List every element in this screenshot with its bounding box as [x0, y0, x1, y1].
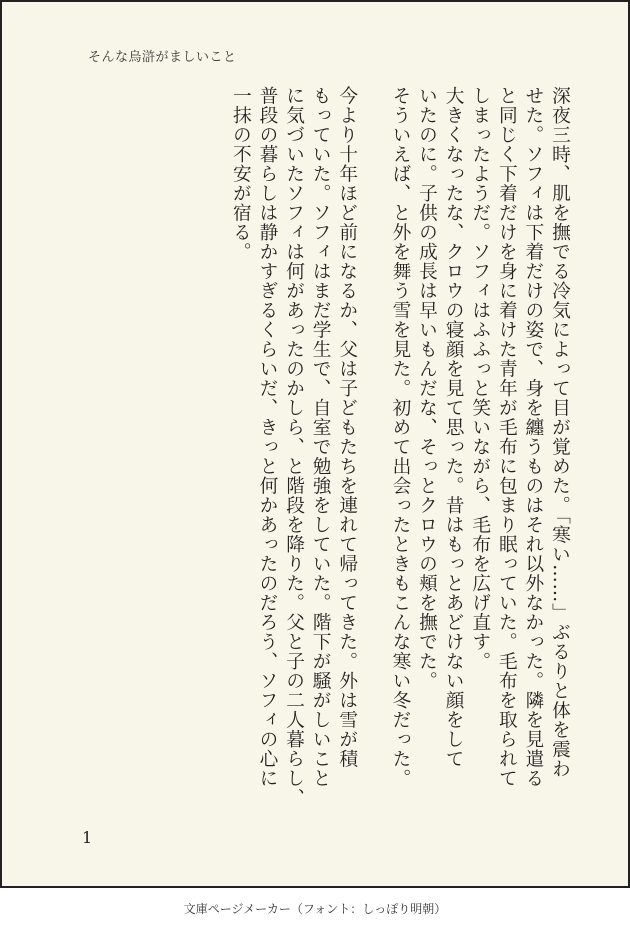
- blank-line: [359, 86, 386, 826]
- text-line: もっていた。ソフィはまだ学生で、自室で勉強をしていた。階下が騒がしいこと: [309, 86, 331, 788]
- page-number: 1: [82, 828, 93, 847]
- text-line: 大きくなったな、クロウの寝顔を見て思った。昔はもっとあどけない顔をして: [442, 86, 464, 769]
- text-line: そういえば、と外を舞う雪を見た。初めて出会ったときもこんな寒い冬だった。: [389, 86, 411, 788]
- text-line: 今より十年ほど前になるか、父は子どもたちを連れて帰ってきた。外は雪が積: [336, 86, 358, 769]
- text-line: いたのに。子供の成長は早いもんだな、そっとクロウの頬を撫でた。: [416, 86, 438, 691]
- running-title: そんな烏滸がましいこと: [88, 50, 237, 65]
- text-line: に気づいたソフィは何があったのかしら、と階段を降りた。父と子の二人暮らし、: [283, 86, 305, 808]
- paragraph: [412, 86, 465, 826]
- paragraph: [466, 86, 572, 826]
- text-line: せた。ソフィは下着だけの姿で、身を纏うものはそれ以外なかった。隣を見遣る: [522, 86, 544, 788]
- text-line: 一抹の不安が宿る。: [229, 86, 251, 262]
- paragraph: [386, 86, 413, 826]
- text-line: と同じく下着だけを身に着けた青年が毛布に包まり眠っていた。毛布を取られて: [495, 86, 517, 788]
- text-line: 普段の暮らしは静かすぎるくらいだ、きっと何かあったのだろう、ソフィの心に: [256, 86, 278, 788]
- vertical-body-text: [72, 86, 572, 826]
- footer-credit: 文庫ページメーカー（フォント：しっぽり明朝）: [183, 902, 447, 916]
- paragraph: [226, 86, 359, 826]
- text-line: しまったようだ。ソフィはふふっと笑いながら、毛布を広げ直す。: [469, 86, 491, 671]
- text-line: 深夜三時、肌を撫でる冷気によって目が覚めた。「寒い……」ぶるりと体を震わ: [549, 86, 570, 779]
